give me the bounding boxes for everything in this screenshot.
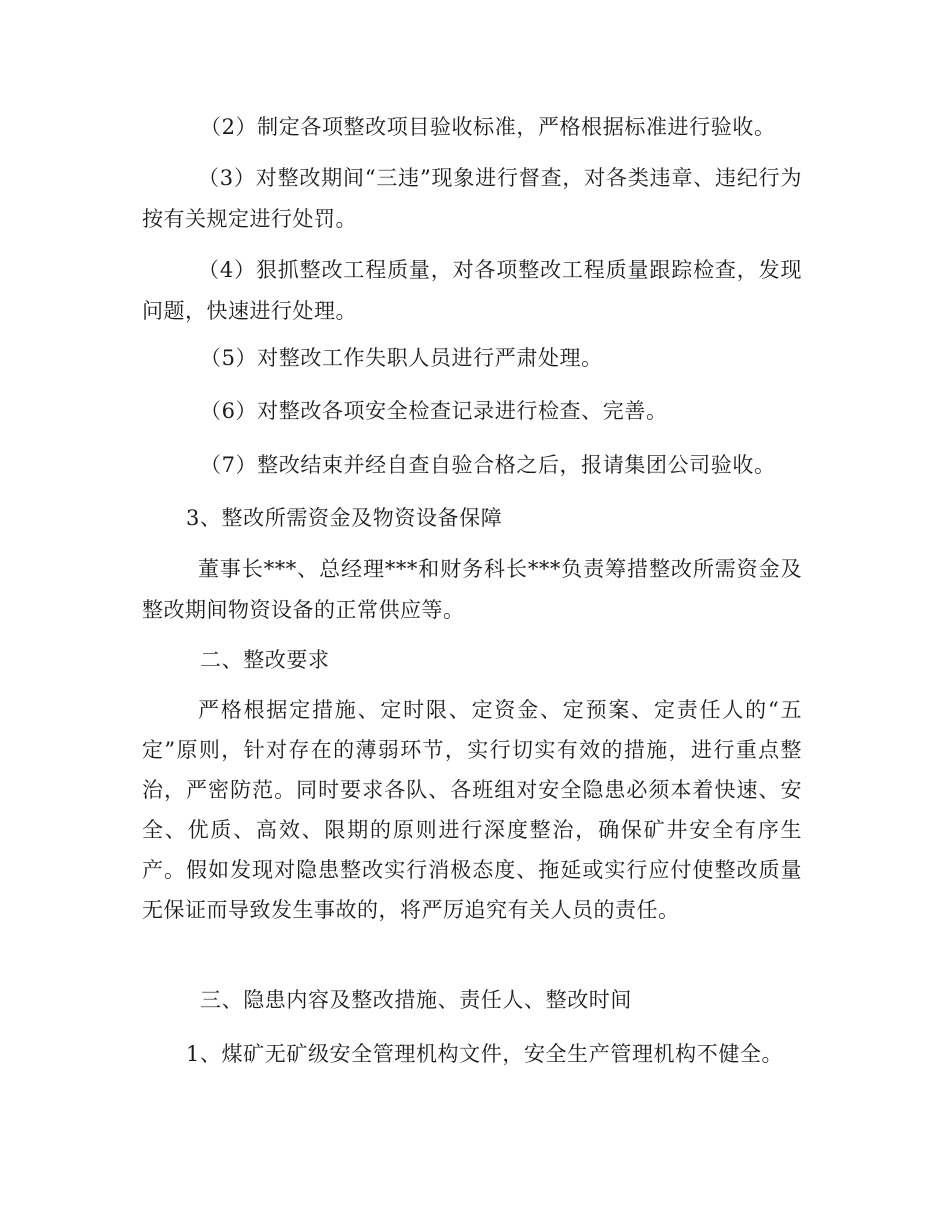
list-item-2: （2）制定各项整改项目验收标准，严格根据标准进行验收。: [200, 115, 776, 139]
part-2-body: 严格根据定措施、定时限、定资金、定预案、定责任人的“五定”原则，针对存在的薄弱环节，实行切实有效的措施，进行重点整治，严密防范。同时要求各队、各班组对安全隐患必须本着快速、安全、优质、高效、限期的原则进行深度整治，确保矿井安全有序生产。假如发现对隐患整改实行消极态度、拖延或实行应付使整改质量无保证而导致发生事故的，将严厉追究有关人员的责任。: [142, 698, 802, 922]
part-3-heading: 三、隐患内容及整改措施、责任人、整改时间: [200, 988, 632, 1012]
list-item-7: （7）整改结束并经自查自验合格之后，报请集团公司验收。: [200, 453, 776, 477]
section-3-heading: 3、整改所需资金及物资设备保障: [186, 506, 503, 530]
list-item-5: （5）对整改工作失职人员进行严肃处理。: [200, 346, 603, 370]
list-item-6: （6）对整改各项安全检查记录进行检查、完善。: [200, 399, 668, 423]
section-3-body: 董事长***、总经理***和财务科长***负责筹措整改所需资金及整改期间物资设备的正常供应等。: [142, 557, 802, 622]
list-item-3: （3）对整改期间“三违”现象进行督查，对各类违章、违纪行为按有关规定进行处罚。: [142, 166, 802, 231]
part-2-heading: 二、整改要求: [200, 648, 330, 672]
list-item-4: （4）狠抓整改工程质量，对各项整改工程质量跟踪检查，发现问题，快速进行处理。: [142, 258, 802, 323]
part-3-item-1: 1、煤矿无矿级安全管理机构文件，安全生产管理机构不健全。: [186, 1042, 784, 1066]
